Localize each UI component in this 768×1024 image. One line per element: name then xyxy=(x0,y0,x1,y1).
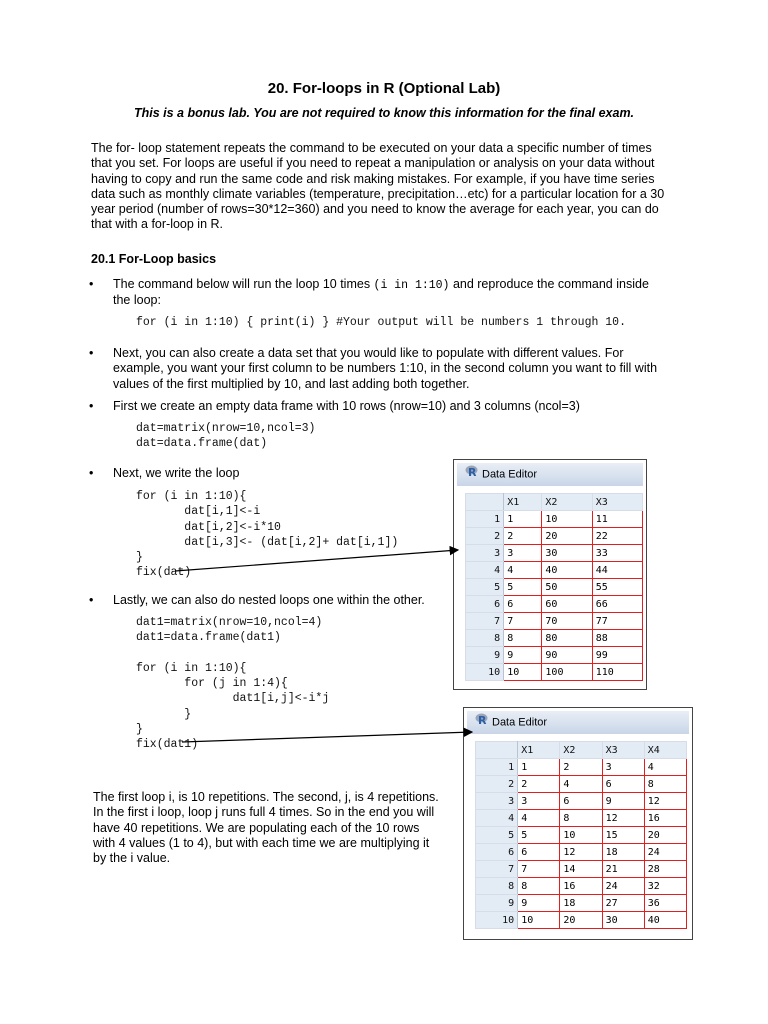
table-cell[interactable]: 66 xyxy=(592,596,642,613)
column-header[interactable]: X1 xyxy=(518,742,560,759)
row-number[interactable]: 8 xyxy=(476,878,518,895)
inline-code: (i in 1:10) xyxy=(373,279,450,292)
bullet-glyph: • xyxy=(89,346,94,360)
row-number[interactable]: 5 xyxy=(466,579,504,596)
table-cell[interactable]: 20 xyxy=(644,827,686,844)
table-cell[interactable]: 28 xyxy=(644,861,686,878)
code-block: dat=matrix(nrow=10,ncol=3) dat=data.frame(dat) xyxy=(136,422,316,451)
intro-line: having to copy and run the same code and risk making mistakes. For example, if you have time series xyxy=(91,171,655,186)
code-block: for (i in 1:10){ dat[i,1]<-i dat[i,2]<-i*10 dat[i,3]<- (dat[i,2]+ dat[i,1]) } fix(dat) xyxy=(136,490,399,580)
bullet-glyph: • xyxy=(89,466,94,480)
table-cell[interactable]: 20 xyxy=(542,528,592,545)
column-header[interactable]: X4 xyxy=(644,742,686,759)
table-cell[interactable]: 6 xyxy=(602,776,644,793)
table-cell[interactable]: 44 xyxy=(592,562,642,579)
table-cell[interactable]: 32 xyxy=(644,878,686,895)
page-title: 20. For-loops in R (Optional Lab) xyxy=(267,80,501,97)
row-number[interactable]: 6 xyxy=(476,844,518,861)
table-cell[interactable]: 6 xyxy=(504,596,542,613)
row-number[interactable]: 7 xyxy=(466,613,504,630)
row-number[interactable]: 2 xyxy=(476,776,518,793)
column-header[interactable]: X3 xyxy=(602,742,644,759)
code-block: for (i in 1:10) { print(i) } #Your output will be numbers 1 through 10. xyxy=(136,316,626,329)
bullet-text: example, you want your first column to be numbers 1:10, in the second column you want to fill with xyxy=(113,361,658,376)
svg-text:R: R xyxy=(478,714,487,725)
table-cell[interactable]: 2 xyxy=(560,759,602,776)
table-cell[interactable]: 55 xyxy=(592,579,642,596)
table-cell[interactable]: 30 xyxy=(602,912,644,929)
table-cell[interactable]: 10 xyxy=(504,664,542,681)
column-header[interactable]: X1 xyxy=(504,494,542,511)
table-cell[interactable]: 3 xyxy=(504,545,542,562)
table-cell[interactable]: 14 xyxy=(560,861,602,878)
row-number[interactable]: 5 xyxy=(476,827,518,844)
page-subtitle: This is a bonus lab. You are not required to know this information for the final exam. xyxy=(133,106,635,120)
table-cell[interactable]: 2 xyxy=(518,776,560,793)
bullet-text: First we create an empty data frame with 10 rows (nrow=10) and 3 columns (ncol=3) xyxy=(113,399,580,413)
intro-line: data such as monthly climate variables (temperature, precipitation…etc) for a particular location for a 30 xyxy=(91,186,665,201)
row-number[interactable]: 10 xyxy=(466,664,504,681)
row-number[interactable]: 6 xyxy=(466,596,504,613)
table-cell[interactable]: 12 xyxy=(560,844,602,861)
bullet-text: values of the first multiplied by 10, and last adding both together. xyxy=(113,376,470,391)
row-number[interactable]: 4 xyxy=(466,562,504,579)
table-cell[interactable]: 15 xyxy=(602,827,644,844)
row-number[interactable]: 1 xyxy=(466,511,504,528)
table-cell[interactable]: 50 xyxy=(542,579,592,596)
table-cell[interactable]: 33 xyxy=(592,545,642,562)
bullet-text: The command below will run the loop 10 times xyxy=(113,277,374,291)
table-cell[interactable]: 4 xyxy=(518,810,560,827)
arrow-to-editor-2 xyxy=(182,732,472,742)
row-number[interactable]: 9 xyxy=(476,895,518,912)
row-number[interactable]: 3 xyxy=(476,793,518,810)
svg-text:R: R xyxy=(468,466,477,477)
column-header[interactable]: X2 xyxy=(560,742,602,759)
closing-line: have 40 repetitions. We are populating each of the 10 rows xyxy=(93,820,420,835)
table-cell[interactable]: 1 xyxy=(504,511,542,528)
intro-line: year period (number of rows=30*12=360) and you need to know the average for each year, you can do xyxy=(91,202,659,217)
table-cell[interactable]: 110 xyxy=(592,664,642,681)
bullet-text: Next, you can also create a data set that you would like to populate with different values. For xyxy=(113,346,624,360)
closing-line: with 4 values (1 to 4), but with each time we are multiplying it xyxy=(93,835,430,850)
table-cell[interactable]: 80 xyxy=(542,630,592,647)
table-cell[interactable]: 6 xyxy=(560,793,602,810)
table-cell[interactable]: 20 xyxy=(560,912,602,929)
table-cell[interactable]: 8 xyxy=(504,630,542,647)
table-cell[interactable]: 99 xyxy=(592,647,642,664)
intro-line: that you set. For loops are useful if you need to repeat a manipulation or analysis on your data without xyxy=(91,156,655,171)
closing-line: In the first i loop, loop j runs full 4 times. So in the end you will xyxy=(93,805,435,820)
table-cell[interactable]: 18 xyxy=(560,895,602,912)
table-cell[interactable]: 5 xyxy=(518,827,560,844)
data-editor-title: Data Editor xyxy=(492,716,548,729)
table-cell[interactable]: 40 xyxy=(542,562,592,579)
table-cell[interactable]: 36 xyxy=(644,895,686,912)
table-cell[interactable]: 3 xyxy=(518,793,560,810)
bullet-text: and reproduce the command inside xyxy=(449,277,649,291)
closing-line: The first loop i, is 10 repetitions. The second, j, is 4 repetitions. xyxy=(93,790,439,804)
bullet-glyph: • xyxy=(89,277,94,291)
table-cell[interactable]: 77 xyxy=(592,613,642,630)
table-cell[interactable]: 4 xyxy=(644,759,686,776)
table-cell[interactable]: 4 xyxy=(560,776,602,793)
row-number[interactable]: 10 xyxy=(476,912,518,929)
column-header[interactable]: X3 xyxy=(592,494,642,511)
bullet-glyph: • xyxy=(89,399,94,413)
row-number[interactable]: 1 xyxy=(476,759,518,776)
table-cell[interactable]: 90 xyxy=(542,647,592,664)
table-cell[interactable]: 88 xyxy=(592,630,642,647)
table-cell[interactable]: 9 xyxy=(602,793,644,810)
table-cell[interactable]: 10 xyxy=(518,912,560,929)
intro-line: that with a for-loop in R. xyxy=(91,217,224,232)
table-cell[interactable]: 7 xyxy=(504,613,542,630)
table-cell[interactable]: 16 xyxy=(644,810,686,827)
arrow-to-editor-1 xyxy=(175,550,458,571)
table-cell[interactable]: 10 xyxy=(542,511,592,528)
table-cell[interactable]: 10 xyxy=(560,827,602,844)
table-cell[interactable]: 8 xyxy=(518,878,560,895)
table-cell[interactable]: 12 xyxy=(644,793,686,810)
table-cell[interactable]: 18 xyxy=(602,844,644,861)
table-cell[interactable]: 100 xyxy=(542,664,592,681)
data-editor-title: Data Editor xyxy=(482,468,538,481)
bullet-text: Lastly, we can also do nested loops one within the other. xyxy=(113,593,425,607)
row-number[interactable]: 9 xyxy=(466,647,504,664)
code-block: dat1=matrix(nrow=10,ncol=4) dat1=data.frame(dat1) for (i in 1:10){ for (j in 1:4){ dat1[i,j]<-i*j } } fix(dat1) xyxy=(136,616,330,752)
table-cell[interactable]: 24 xyxy=(602,878,644,895)
row-number[interactable]: 4 xyxy=(476,810,518,827)
table-cell[interactable]: 60 xyxy=(542,596,592,613)
table-cell[interactable]: 8 xyxy=(644,776,686,793)
row-number[interactable]: 2 xyxy=(466,528,504,545)
table-cell[interactable]: 40 xyxy=(644,912,686,929)
table-cell[interactable]: 16 xyxy=(560,878,602,895)
bullet-glyph: • xyxy=(89,593,94,607)
table-cell[interactable]: 9 xyxy=(518,895,560,912)
bullet-text: the loop: xyxy=(113,293,161,308)
intro-line: The for- loop statement repeats the command to be executed on your data a specific number of times xyxy=(91,141,652,155)
table-cell[interactable]: 11 xyxy=(592,511,642,528)
table-cell[interactable]: 12 xyxy=(602,810,644,827)
table-cell[interactable]: 27 xyxy=(602,895,644,912)
table-cell[interactable]: 21 xyxy=(602,861,644,878)
table-cell[interactable]: 5 xyxy=(504,579,542,596)
table-cell[interactable]: 4 xyxy=(504,562,542,579)
section-heading: 20.1 For-Loop basics xyxy=(91,252,217,266)
table-cell[interactable]: 1 xyxy=(518,759,560,776)
table-cell[interactable]: 3 xyxy=(602,759,644,776)
table-cell[interactable]: 8 xyxy=(560,810,602,827)
row-number[interactable]: 3 xyxy=(466,545,504,562)
closing-line: by the i value. xyxy=(93,851,171,866)
table-cell[interactable]: 9 xyxy=(504,647,542,664)
table-cell[interactable]: 24 xyxy=(644,844,686,861)
table-cell[interactable]: 30 xyxy=(542,545,592,562)
table-cell[interactable]: 70 xyxy=(542,613,592,630)
table-cell[interactable]: 7 xyxy=(518,861,560,878)
row-number[interactable]: 7 xyxy=(476,861,518,878)
table-cell[interactable]: 2 xyxy=(504,528,542,545)
bullet-text: Next, we write the loop xyxy=(113,466,240,480)
table-cell[interactable]: 22 xyxy=(592,528,642,545)
column-header[interactable]: X2 xyxy=(542,494,592,511)
row-number[interactable]: 8 xyxy=(466,630,504,647)
table-cell[interactable]: 6 xyxy=(518,844,560,861)
